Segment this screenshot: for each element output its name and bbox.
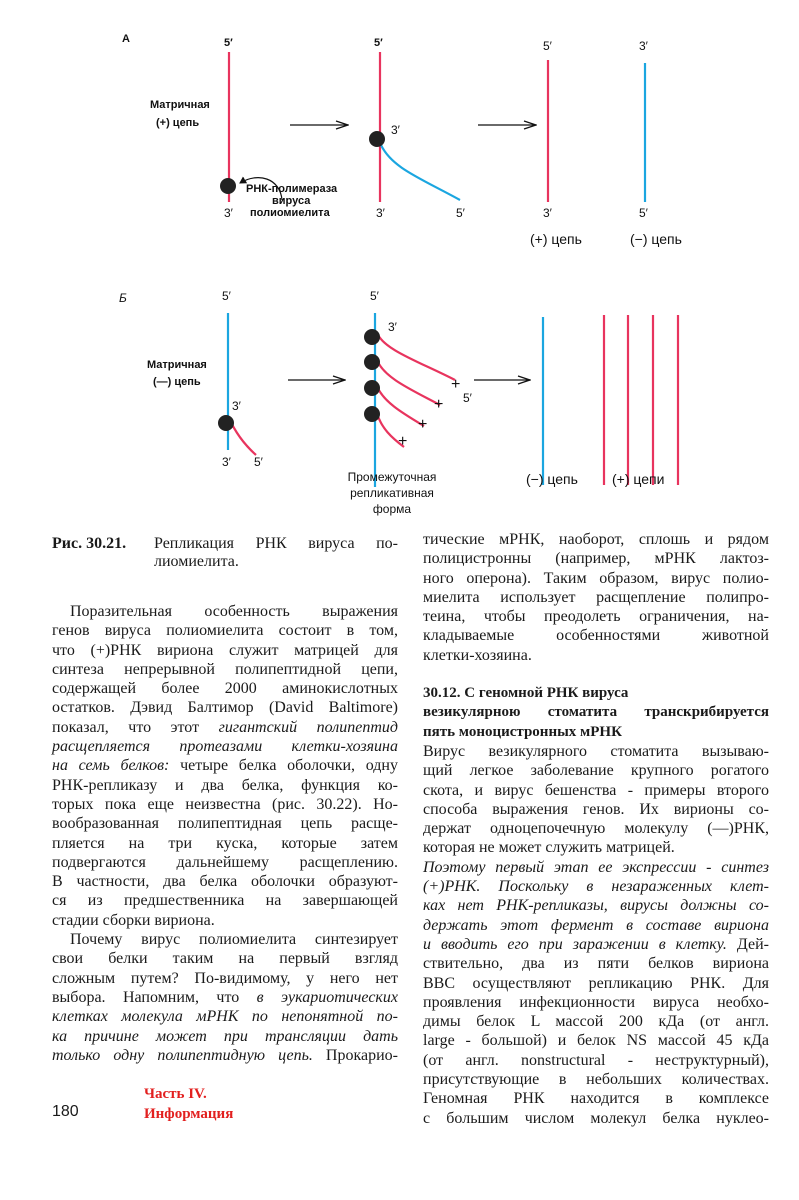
end-label: 3′ <box>224 206 233 220</box>
text: что (+)РНК вириона служит матрицей для <box>52 641 398 659</box>
figure-rna-replication <box>0 0 799 520</box>
plus-strands-label: (+) цепи <box>612 471 665 487</box>
text-line <box>52 756 398 775</box>
text-line <box>52 1027 398 1046</box>
text: димы белок L массой 200 кДа (от англ. <box>423 1013 769 1031</box>
text: щий легкое заболевание крупного рогатого <box>423 762 769 780</box>
end-label: 3′ <box>543 206 552 220</box>
polymerase-dot <box>364 380 380 396</box>
end-label: 5′ <box>463 391 472 405</box>
italic-text: и вводить его при заражении в клетку. <box>423 935 727 953</box>
text-line <box>423 1070 769 1089</box>
italic-text: ках нет РНК-репликазы, вирусы должны со- <box>423 897 769 915</box>
text: (от англ. nonstructural - неструктурный), <box>423 1051 769 1069</box>
polymerase-label: полиомиелита <box>250 207 330 219</box>
text: Дей- <box>726 935 769 953</box>
polymerase-dot <box>220 178 236 194</box>
text-line <box>423 703 769 722</box>
text: проявления инфекционности вируса необхо- <box>423 993 769 1011</box>
text: миелита использует расщепление полипро- <box>423 588 769 606</box>
end-label: 3′ <box>222 455 231 469</box>
text-line <box>52 679 398 698</box>
text: теина, чтобы преодолеть ограничения, на- <box>423 608 769 626</box>
nascent-minus-strand <box>381 145 460 200</box>
text-line <box>52 911 398 930</box>
text-line <box>423 1089 769 1108</box>
text: Поразительная особенность выражения <box>70 603 398 620</box>
italic-text: держать этот фермент в составе вириона <box>423 916 769 934</box>
end-label: 5′ <box>370 289 379 303</box>
panel-b-label: Б <box>119 291 127 305</box>
panel-a <box>122 33 682 247</box>
plus-mark: + <box>434 396 444 413</box>
section-heading <box>423 684 769 742</box>
part-title <box>144 1084 233 1124</box>
end-label: 5′ <box>254 455 263 469</box>
text: тические мРНК, наоборот, сплошь и рядом <box>423 531 769 548</box>
end-label: 3′ <box>232 399 241 413</box>
polymerase-dot <box>218 415 234 431</box>
text: генов вируса полиомиелита состоит в том, <box>52 622 398 640</box>
paragraph <box>423 858 769 1128</box>
text: пять моноцистронных мРНК <box>423 723 622 740</box>
text-line <box>52 1007 398 1026</box>
text-line <box>423 781 769 800</box>
nascent-plus-strand <box>377 333 455 380</box>
text: ВВС осуществляют репликацию РНК. Для <box>423 974 769 992</box>
text: 30.12. С геномной РНК вируса <box>423 685 629 702</box>
text: пляется на три куска, которые затем <box>52 834 398 852</box>
end-label: 3′ <box>376 206 385 220</box>
nascent-plus-strand <box>377 360 440 405</box>
italic-text: расщепляется протеазами клетки-хозяина <box>52 738 398 756</box>
plus-mark: + <box>418 416 428 433</box>
text-line <box>52 834 398 853</box>
text: выбора. Напомним, что <box>52 988 257 1006</box>
text-line <box>52 641 398 660</box>
text-line <box>52 795 398 814</box>
part-name: Информация <box>144 1106 234 1122</box>
text: ного оперона). Таким образом, вирус полио- <box>423 569 769 587</box>
text: В частности, два белка оболочки образуют- <box>52 873 398 891</box>
end-label: 5′ <box>374 37 383 49</box>
intermediate-label: форма <box>372 502 412 516</box>
text: вообразованная полипептидная цепь расще- <box>52 815 398 833</box>
text-line <box>52 660 398 679</box>
end-label: 3′ <box>391 123 400 137</box>
end-label: 5′ <box>456 206 465 220</box>
caption-line: лиомиелита. <box>154 553 239 570</box>
caption-number: Рис. 30.21. <box>52 535 127 552</box>
paragraph <box>423 530 769 665</box>
text-line <box>423 684 769 703</box>
text: ствительно, два из пяти белков вириона <box>423 955 769 973</box>
italic-text: в эукариотических <box>256 988 399 1006</box>
text-line <box>52 949 398 968</box>
text-line <box>423 896 769 915</box>
paragraph <box>423 742 769 858</box>
text-line <box>52 602 398 621</box>
text: подвергаются дальнейшему расщеплению. <box>52 853 398 871</box>
panel-a-label: А <box>122 33 130 45</box>
text: показал, что этот <box>52 718 219 736</box>
text: кладываемые особенностями животной <box>423 627 769 645</box>
text-line <box>423 646 769 665</box>
text-line <box>52 872 398 891</box>
text: ся из предшественника на завершающей <box>52 892 398 910</box>
polymerase-label: вируса <box>272 195 311 207</box>
text-line <box>423 993 769 1012</box>
text-line <box>423 858 769 877</box>
text-line <box>52 621 398 640</box>
intermediate-label: репликативная <box>350 486 434 500</box>
text: large - большой) и белок NS массой 45 кДа <box>423 1032 769 1050</box>
text-line <box>423 723 769 742</box>
polymerase-label: РНК-полимераза <box>246 183 338 195</box>
plus-strand-label: (+) цепь <box>530 231 582 247</box>
text-line <box>52 988 398 1007</box>
text-line <box>423 588 769 607</box>
text: везикулярною стоматита транскрибируется <box>423 704 769 721</box>
plus-mark: + <box>451 376 461 393</box>
text-line <box>423 935 769 954</box>
text-line <box>423 1109 769 1128</box>
text-line <box>423 1031 769 1050</box>
text: с большим числом молекул белка нуклео- <box>423 1109 769 1127</box>
text-line <box>423 838 769 857</box>
italic-text: клетках молекула мРНК по непонятной по- <box>52 1008 398 1026</box>
right-text-column <box>423 530 769 1128</box>
minus-strand-label: (−) цепь <box>630 231 682 247</box>
plus-mark: + <box>398 433 408 450</box>
text-line <box>52 853 398 872</box>
end-label: 5′ <box>222 289 231 303</box>
end-label: 5′ <box>543 39 552 53</box>
text: свои белки таким на первый взгляд <box>52 950 398 968</box>
text-line <box>52 698 398 717</box>
text-line <box>423 819 769 838</box>
text-line <box>52 930 398 949</box>
text: клетки-хозяина. <box>423 646 532 664</box>
text: сложным путем? По-видимому, у него нет <box>52 969 398 987</box>
text-line <box>423 954 769 973</box>
text-line <box>423 549 769 568</box>
text-line <box>423 742 769 761</box>
polymerase-dot <box>364 354 380 370</box>
text-line <box>423 569 769 588</box>
italic-text: на семь белков: <box>52 757 170 775</box>
text-line <box>52 814 398 833</box>
text-line <box>52 1046 398 1065</box>
text: стадии сборки вириона. <box>52 911 215 929</box>
text-line <box>423 626 769 645</box>
text-line <box>423 800 769 819</box>
text: способа выражения генов. Их вирионы со- <box>423 800 769 818</box>
minus-strand-label: (−) цепь <box>526 471 578 487</box>
text: остатков. Дэвид Балтимор (David Baltimore) <box>52 699 398 717</box>
template-label: (—) цепь <box>153 376 201 388</box>
italic-text: только одну полипептидную цепь. <box>52 1046 313 1064</box>
polymerase-dot <box>369 131 385 147</box>
text: содержащей более 2000 аминокислотных <box>52 680 398 698</box>
text: которая не может служить матрицей. <box>423 839 675 857</box>
text: скота, и вирус бешенства - примеры второго <box>423 781 769 799</box>
polymerase-dot <box>364 406 380 422</box>
italic-text: гигантский полипептид <box>218 718 399 736</box>
text-line <box>423 607 769 626</box>
paragraph <box>52 602 398 930</box>
end-label: 3′ <box>639 39 648 53</box>
text-line <box>52 776 398 795</box>
intermediate-label: Промежуточная <box>347 470 437 484</box>
text: синтеза непрерывной полипептидной цепи, <box>52 660 398 678</box>
text-line <box>423 877 769 896</box>
text-line <box>423 1012 769 1031</box>
text-line <box>52 969 398 988</box>
caption-line: Репликация РНК вируса по- <box>154 535 398 552</box>
text: Вирус везикулярного стоматита вызываю- <box>423 742 769 760</box>
text-line <box>423 974 769 993</box>
template-label: Матричная <box>147 359 207 371</box>
text: Прокарио- <box>312 1046 399 1064</box>
template-label: Матричная <box>150 99 210 111</box>
text-line <box>423 1051 769 1070</box>
italic-text: ка причине может при трансляции дать <box>52 1027 398 1045</box>
text-line <box>423 761 769 780</box>
text: держат одноцепочечную молекулу (—)РНК, <box>423 820 769 838</box>
text-line <box>52 718 398 737</box>
panel-b <box>119 289 678 516</box>
text: четыре белка оболочки, одну <box>169 757 398 775</box>
end-label: 3′ <box>388 320 397 334</box>
end-label: 5′ <box>224 37 233 49</box>
text: РНК-репликазу и два белка, функция ко- <box>52 776 398 794</box>
text-line <box>52 891 398 910</box>
end-label: 5′ <box>639 206 648 220</box>
italic-text: Поэтому первый этап ее экспрессии - синтез <box>423 858 769 876</box>
template-label: (+) цепь <box>156 117 200 129</box>
text-line <box>423 916 769 935</box>
text: Почему вирус полиомиелита синтезирует <box>70 931 398 949</box>
text: присутствующие в небольших количествах. <box>423 1071 769 1089</box>
page-number: 180 <box>52 1103 79 1120</box>
polymerase-dot <box>364 329 380 345</box>
italic-text: (+)РНК. Поскольку в незараженных клет- <box>423 878 769 896</box>
text: полицистронны (например, мРНК лактоз- <box>423 550 769 568</box>
left-text-column <box>52 602 398 1065</box>
part-number: Часть IV. <box>144 1086 207 1102</box>
text-line <box>52 737 398 756</box>
text: Геномная РНК находится в комплексе <box>423 1090 769 1108</box>
text-line <box>423 530 769 549</box>
paragraph <box>52 930 398 1065</box>
text: торых пока еще неизвестна (рис. 30.22). Но- <box>52 795 398 813</box>
